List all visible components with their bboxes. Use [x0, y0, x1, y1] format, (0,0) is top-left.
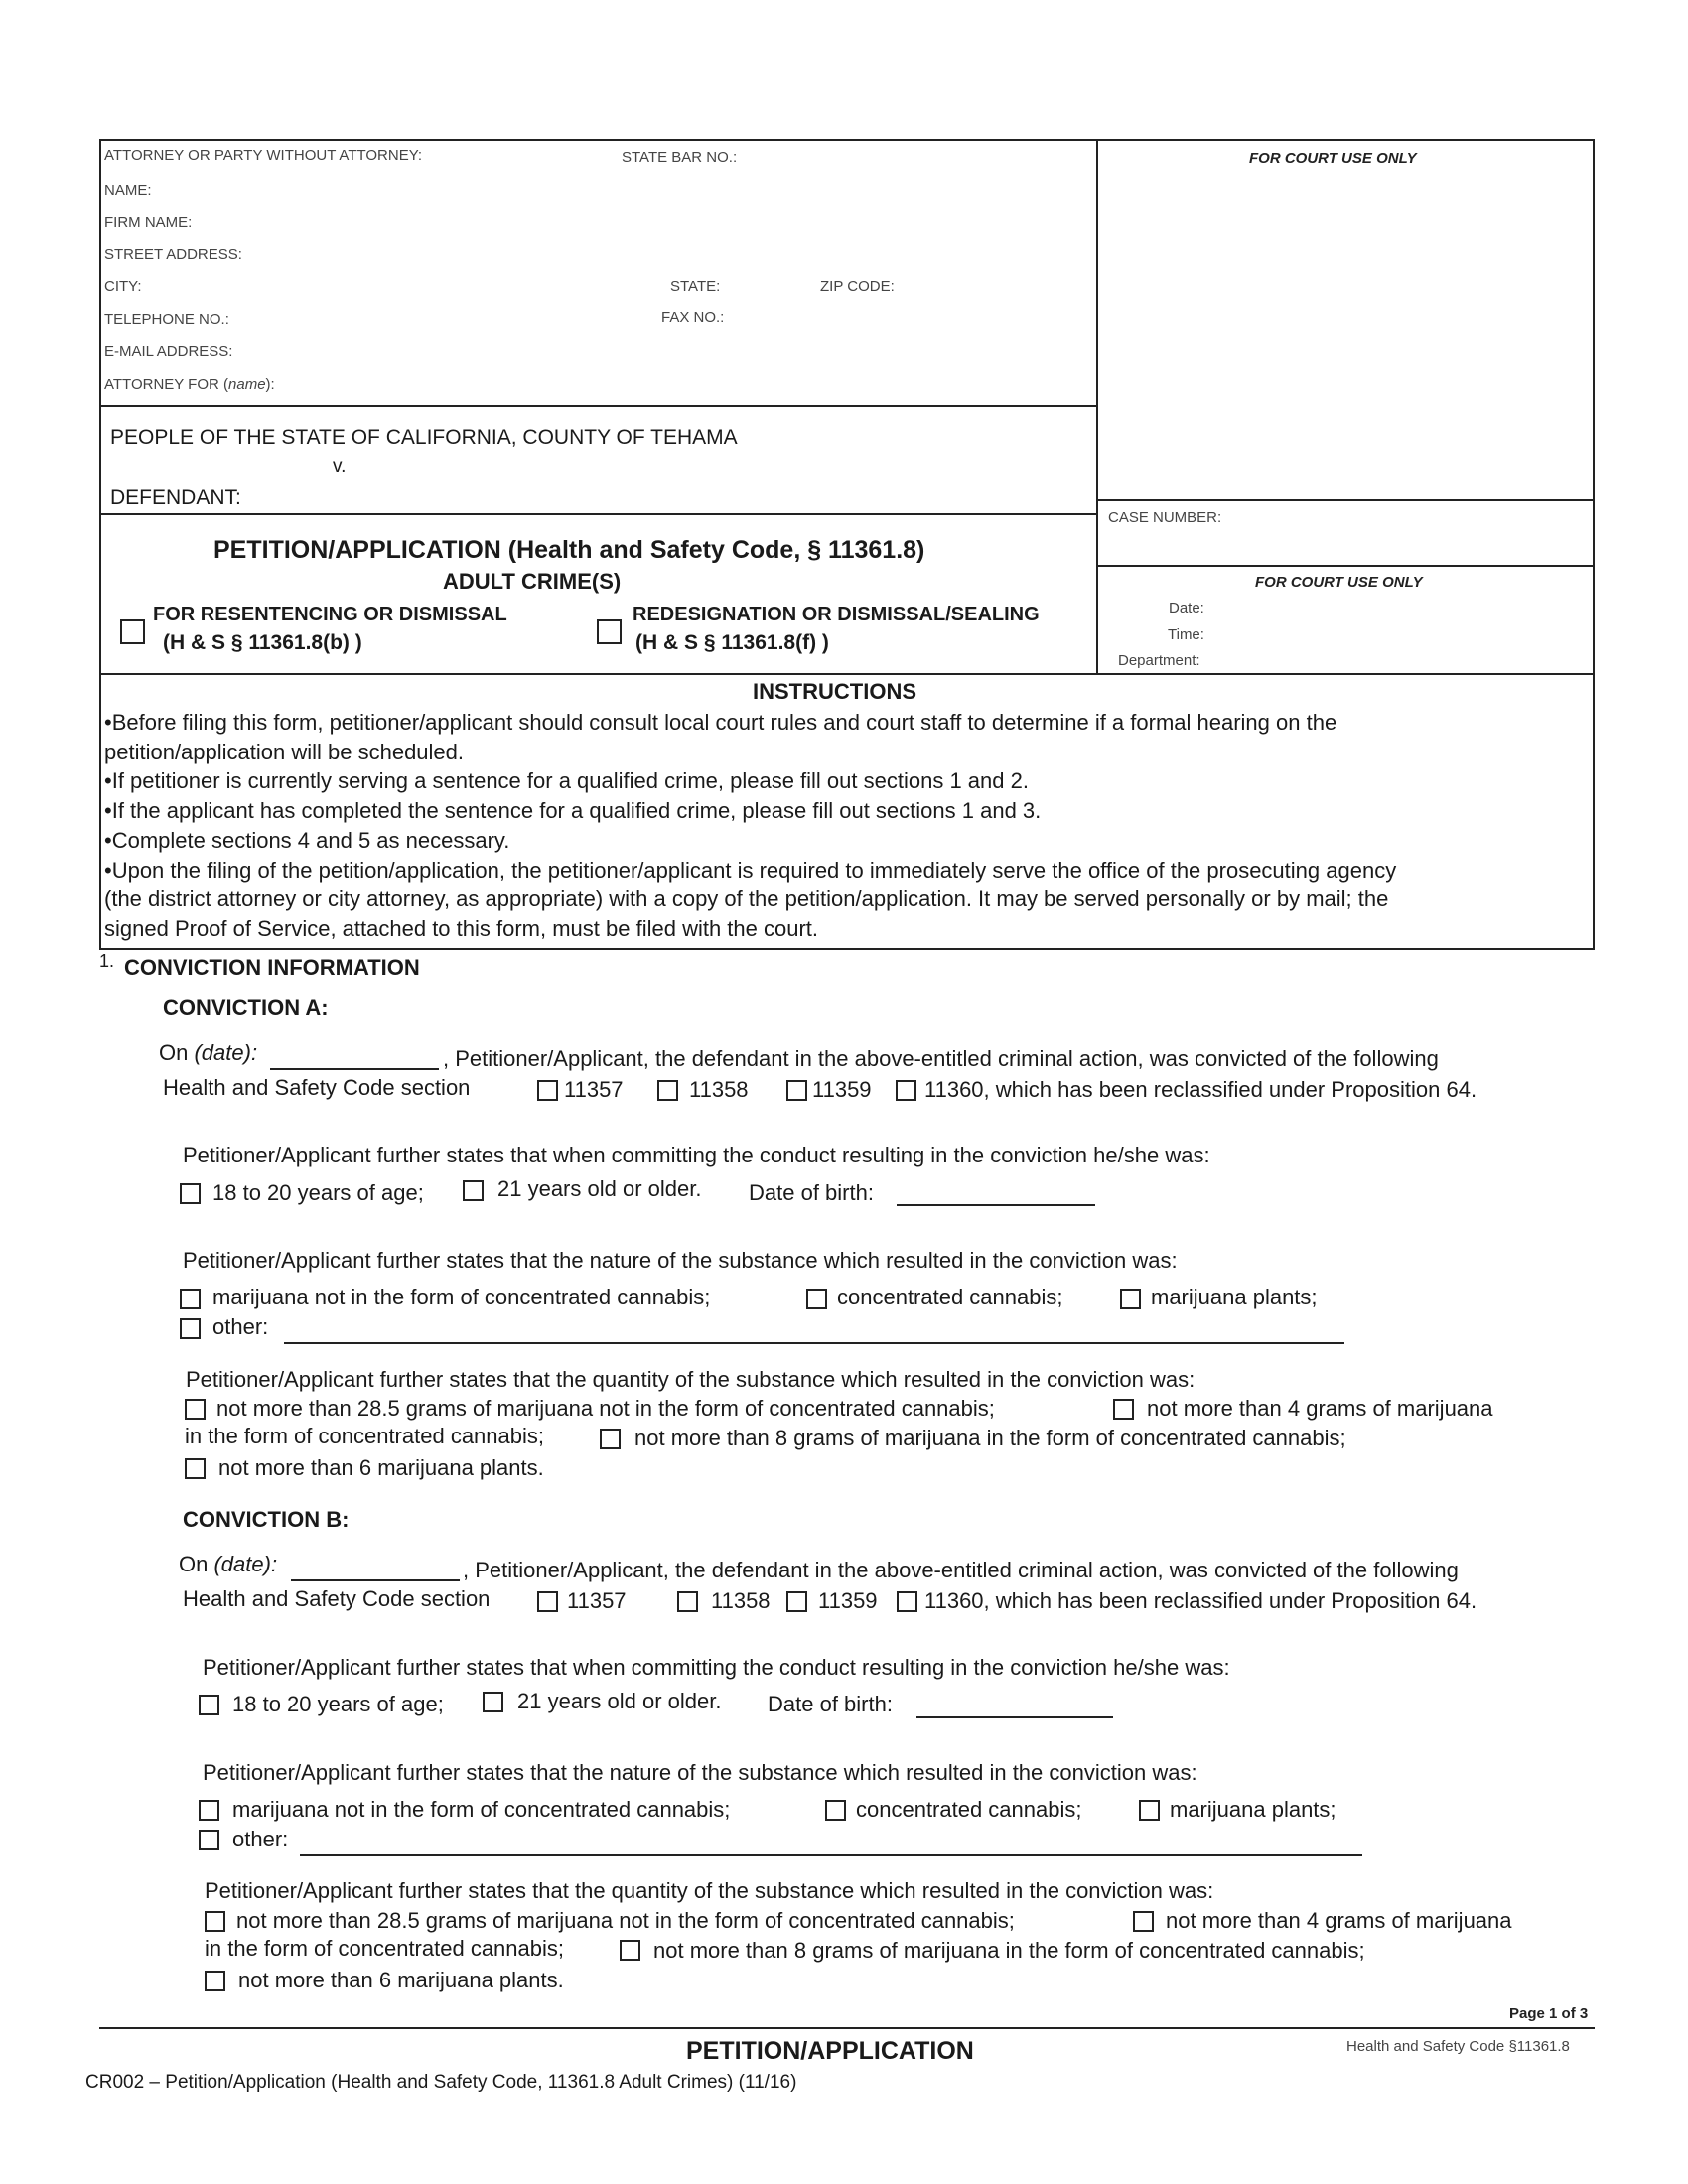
redesignation-label: REDESIGNATION OR DISMISSAL/SEALING [633, 604, 1040, 625]
instruction-line: •If the applicant has completed the sentence for a qualified crime, please fill out sections 1 and 3. [104, 798, 1042, 823]
state-label: STATE: [670, 278, 721, 295]
nature-other-label: other: [212, 1314, 269, 1339]
qty-6-plants-checkbox[interactable] [205, 1971, 225, 1991]
resentencing-label: FOR RESENTENCING OR DISMISSAL [153, 604, 507, 625]
nature-concentrated-label: concentrated cannabis; [856, 1797, 1082, 1822]
nature-concentrated-checkbox[interactable] [806, 1289, 827, 1309]
nature-plants-checkbox[interactable] [1120, 1289, 1141, 1309]
code-11358: 11358 [711, 1588, 771, 1613]
street-address-label: STREET ADDRESS: [104, 246, 242, 263]
code-checkbox-11359[interactable] [786, 1080, 807, 1101]
code-checkbox-11360[interactable] [897, 1591, 917, 1612]
convicted-text: , Petitioner/Applicant, the defendant in the above-entitled criminal action, was convicted of the following [463, 1558, 1459, 1582]
resentencing-code: (H & S § 11361.8(b) ) [163, 631, 362, 654]
instruction-line: signed Proof of Service, attached to this form, must be filed with the court. [104, 916, 819, 941]
nature-other-field[interactable] [300, 1854, 1362, 1856]
nature-prompt: Petitioner/Applicant further states that the nature of the substance which resulted in the conviction was: [203, 1760, 1197, 1785]
qty-28-5g-label: not more than 28.5 grams of marijuana not in the form of concentrated cannabis; [236, 1908, 1015, 1933]
people-line: PEOPLE OF THE STATE OF CALIFORNIA, COUNTY OF TEHAMA [110, 426, 738, 449]
instruction-line: •Complete sections 4 and 5 as necessary. [104, 828, 510, 853]
instruction-line: •Upon the filing of the petition/application, the petitioner/applicant is required to immediately serve the office of the prosecuting agency [104, 858, 1397, 883]
conviction-label: CONVICTION A: [163, 995, 329, 1020]
nature-other-field[interactable] [284, 1342, 1344, 1344]
footer-code-ref: Health and Safety Code §11361.8 [1346, 2038, 1570, 2055]
convicted-text: , Petitioner/Applicant, the defendant in the above-entitled criminal action, was convicted of the following [443, 1046, 1439, 1071]
nature-marijuana-checkbox[interactable] [180, 1289, 201, 1309]
code-11359: 11359 [812, 1077, 872, 1102]
qty-28-5g-label: not more than 28.5 grams of marijuana not in the form of concentrated cannabis; [216, 1396, 995, 1421]
footer-title: PETITION/APPLICATION [686, 2037, 974, 2065]
attorney-label: ATTORNEY OR PARTY WITHOUT ATTORNEY: [104, 147, 423, 164]
nature-concentrated-label: concentrated cannabis; [837, 1285, 1063, 1309]
versus: v. [333, 456, 347, 477]
age-prompt: Petitioner/Applicant further states that when committing the conduct resulting in the conviction he/she was: [203, 1655, 1230, 1680]
code-checkbox-11358[interactable] [657, 1080, 678, 1101]
date-of-birth-label: Date of birth: [768, 1692, 893, 1716]
age-21-plus-label: 21 years old or older. [517, 1689, 722, 1713]
section-number: 1. [99, 951, 115, 971]
qty-8g-label: not more than 8 grams of marijuana in the form of concentrated cannabis; [634, 1426, 1346, 1450]
qty-4g-label-cont: in the form of concentrated cannabis; [185, 1424, 544, 1448]
form-id: CR002 – Petition/Application (Health and Safety Code, 11361.8 Adult Crimes) (11/16) [85, 2072, 797, 2093]
nature-plants-label: marijuana plants; [1170, 1797, 1336, 1822]
code-checkbox-11359[interactable] [786, 1591, 807, 1612]
qty-8g-label: not more than 8 grams of marijuana in the form of concentrated cannabis; [653, 1938, 1365, 1963]
age-18-20-checkbox[interactable] [199, 1695, 219, 1715]
instruction-line: (the district attorney or city attorney, as appropriate) with a copy of the petition/application. It may be served personally or by mail; the [104, 887, 1389, 911]
form-title: PETITION/APPLICATION (Health and Safety Code, § 11361.8) [213, 536, 925, 564]
nature-marijuana-checkbox[interactable] [199, 1800, 219, 1821]
name-label: NAME: [104, 182, 152, 199]
nature-concentrated-checkbox[interactable] [825, 1800, 846, 1821]
quantity-prompt: Petitioner/Applicant further states that the quantity of the substance which resulted in the conviction was: [205, 1878, 1214, 1903]
instructions-heading: INSTRUCTIONS [753, 679, 916, 704]
form-subtitle: ADULT CRIME(S) [443, 569, 622, 594]
code-11360: 11360, which has been reclassified under Proposition 64. [924, 1077, 1477, 1102]
code-11360: 11360, which has been reclassified under Proposition 64. [924, 1588, 1477, 1613]
hearing-time-label: Time: [1168, 626, 1204, 643]
instruction-line: •If petitioner is currently serving a sentence for a qualified crime, please fill out sections 1 and 2. [104, 768, 1029, 793]
redesignation-checkbox[interactable] [597, 619, 622, 644]
firm-name-label: FIRM NAME: [104, 214, 193, 231]
code-checkbox-11360[interactable] [896, 1080, 916, 1101]
date-of-birth-label: Date of birth: [749, 1180, 874, 1205]
email-label: E-MAIL ADDRESS: [104, 343, 233, 360]
section-heading: CONVICTION INFORMATION [124, 955, 420, 980]
age-21-plus-label: 21 years old or older. [497, 1176, 702, 1201]
nature-other-checkbox[interactable] [199, 1830, 219, 1850]
quantity-prompt: Petitioner/Applicant further states that the quantity of the substance which resulted in the conviction was: [186, 1367, 1196, 1392]
state-bar-label: STATE BAR NO.: [622, 149, 738, 166]
attorney-for-label: ATTORNEY FOR (name): [104, 376, 275, 393]
qty-28-5g-checkbox[interactable] [205, 1911, 225, 1932]
resentencing-checkbox[interactable] [120, 619, 145, 644]
qty-4g-checkbox[interactable] [1133, 1911, 1154, 1932]
code-11357: 11357 [564, 1077, 624, 1102]
age-21-plus-checkbox[interactable] [483, 1692, 503, 1712]
case-number-label: CASE NUMBER: [1108, 509, 1222, 526]
city-label: CITY: [104, 278, 142, 295]
age-18-20-label: 18 to 20 years of age; [232, 1692, 444, 1716]
code-11357: 11357 [567, 1588, 627, 1613]
qty-4g-checkbox[interactable] [1113, 1399, 1134, 1420]
code-checkbox-11358[interactable] [677, 1591, 698, 1612]
court-use-label-2: FOR COURT USE ONLY [1255, 574, 1423, 591]
conviction-date-field[interactable] [270, 1068, 439, 1070]
hearing-date-label: Date: [1169, 600, 1204, 616]
nature-marijuana-label: marijuana not in the form of concentrated cannabis; [212, 1285, 711, 1309]
qty-6-plants-checkbox[interactable] [185, 1458, 206, 1479]
conviction-on-label: On (date): [159, 1040, 258, 1065]
qty-4g-label: not more than 4 grams of marijuana [1147, 1396, 1493, 1421]
page-number: Page 1 of 3 [1509, 2005, 1589, 2022]
hearing-department-label: Department: [1118, 652, 1200, 669]
footer-rule [99, 2027, 1595, 2029]
qty-28-5g-checkbox[interactable] [185, 1399, 206, 1420]
age-21-plus-checkbox[interactable] [463, 1180, 484, 1201]
defendant-label: DEFENDANT: [110, 486, 241, 509]
telephone-label: TELEPHONE NO.: [104, 311, 229, 328]
nature-plants-label: marijuana plants; [1151, 1285, 1318, 1309]
court-use-label: FOR COURT USE ONLY [1249, 150, 1417, 167]
nature-plants-checkbox[interactable] [1139, 1800, 1160, 1821]
redesignation-code: (H & S § 11361.8(f) ) [635, 631, 829, 654]
qty-6-plants-label: not more than 6 marijuana plants. [238, 1968, 564, 1992]
qty-8g-checkbox[interactable] [600, 1429, 621, 1449]
code-checkbox-11357[interactable] [537, 1080, 558, 1101]
qty-8g-checkbox[interactable] [620, 1940, 640, 1961]
age-18-20-checkbox[interactable] [180, 1183, 201, 1204]
conviction-on-label: On (date): [179, 1552, 278, 1576]
conviction-label: CONVICTION B: [183, 1507, 350, 1532]
nature-other-checkbox[interactable] [180, 1318, 201, 1339]
zip-code-label: ZIP CODE: [820, 278, 895, 295]
conviction-date-field[interactable] [291, 1579, 460, 1581]
instruction-line: •Before filing this form, petitioner/applicant should consult local court rules and court staff to determine if a formal hearing on the [104, 710, 1337, 735]
code-11358: 11358 [689, 1077, 749, 1102]
age-18-20-label: 18 to 20 years of age; [212, 1180, 424, 1205]
nature-other-label: other: [232, 1827, 289, 1851]
code-checkbox-11357[interactable] [537, 1591, 558, 1612]
qty-4g-label-cont: in the form of concentrated cannabis; [205, 1936, 564, 1961]
nature-prompt: Petitioner/Applicant further states that the nature of the substance which resulted in the conviction was: [183, 1248, 1178, 1273]
code-section-label: Health and Safety Code section [163, 1075, 471, 1100]
date-of-birth-field[interactable] [916, 1716, 1113, 1718]
code-11359: 11359 [818, 1588, 878, 1613]
qty-6-plants-label: not more than 6 marijuana plants. [218, 1455, 544, 1480]
date-of-birth-field[interactable] [897, 1204, 1095, 1206]
fax-label: FAX NO.: [661, 309, 725, 326]
instruction-line: petition/application will be scheduled. [104, 740, 465, 764]
age-prompt: Petitioner/Applicant further states that when committing the conduct resulting in the conviction he/she was: [183, 1143, 1210, 1167]
qty-4g-label: not more than 4 grams of marijuana [1166, 1908, 1512, 1933]
nature-marijuana-label: marijuana not in the form of concentrated cannabis; [232, 1797, 731, 1822]
code-section-label: Health and Safety Code section [183, 1586, 491, 1611]
